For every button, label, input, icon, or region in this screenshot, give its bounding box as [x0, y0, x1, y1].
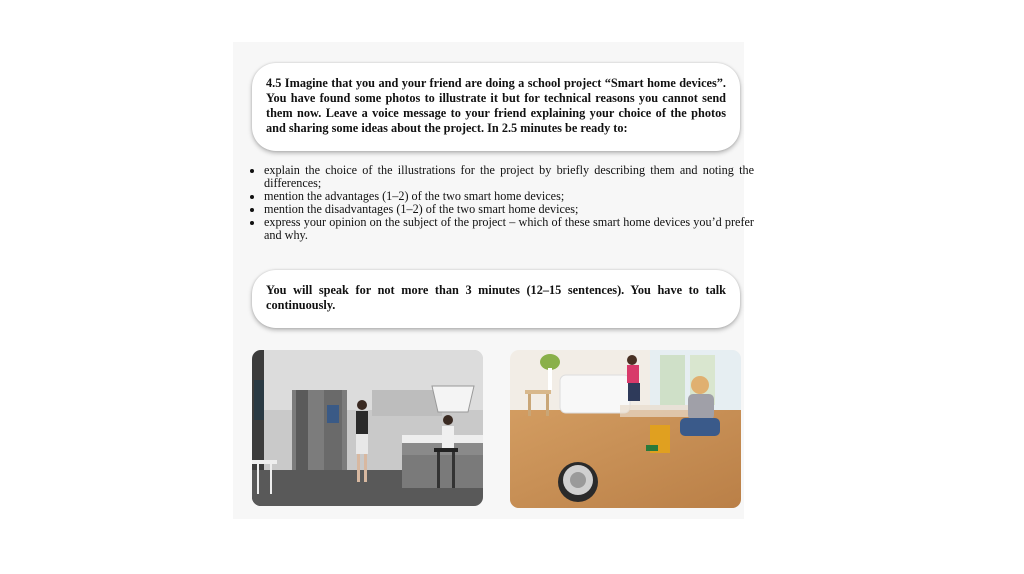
smart-fridge-kitchen-photo [252, 350, 483, 506]
bullet-item: • mention the disadvantages (1–2) of the two smart home devices; [264, 203, 754, 216]
robot-vacuum-living-room-photo [510, 350, 741, 508]
task-instructions-text: 4.5 Imagine that you and your friend are doing a school project “Smart home devices”. You have found some photos to illustrate it but for technical reasons you cannot send them now. Leave a voice message to your friend explaining your choice of the photos and sharing some ideas about the project. In 2.5 minutes be ready to: [266, 76, 726, 135]
bullet-item: • mention the advantages (1–2) of the two smart home devices; [264, 190, 754, 203]
task-instructions-box [252, 63, 740, 151]
time-note-text: You will speak for not more than 3 minutes (12–15 sentences). You have to talk continuously. [266, 283, 726, 312]
task-bullet-list [252, 164, 754, 242]
bullet-item: • explain the choice of the illustrations for the project by briefly describing them and noting the differences; [264, 164, 754, 190]
time-note-box [252, 270, 740, 328]
bullet-item: • express your opinion on the subject of the project – which of these smart home devices you’d prefer and why. [264, 216, 754, 242]
